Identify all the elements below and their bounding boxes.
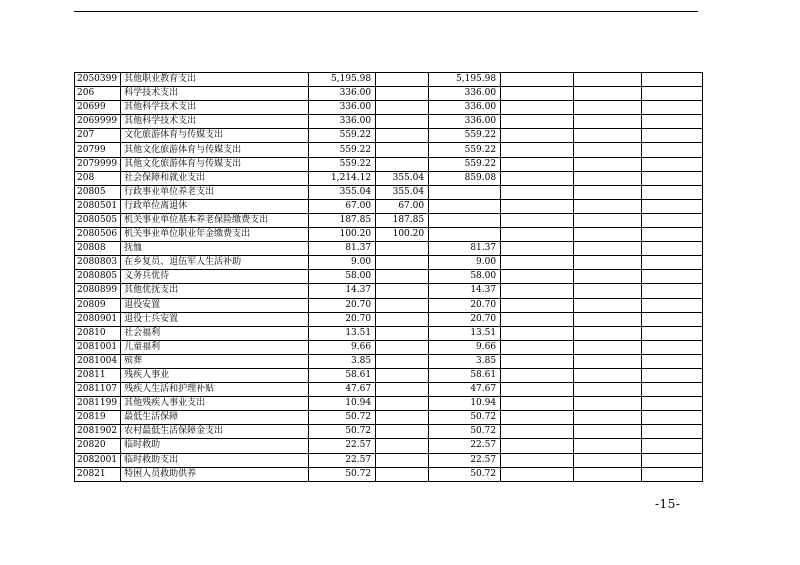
- cell-code: 2081199: [75, 397, 121, 411]
- cell-project: 336.00: [429, 101, 501, 115]
- table-row: [75, 228, 703, 242]
- table-row: [75, 312, 703, 326]
- cell-total: 559.22: [309, 143, 376, 157]
- table-row: [75, 298, 703, 312]
- cell-name: 残疾人事业: [121, 368, 309, 382]
- cell-total: 187.85: [309, 213, 376, 227]
- cell-empty: [574, 185, 642, 199]
- cell-total: 336.00: [309, 115, 376, 129]
- cell-project: 859.08: [429, 171, 501, 185]
- cell-empty: [642, 171, 703, 185]
- cell-empty: [574, 228, 642, 242]
- cell-project: 58.61: [429, 368, 501, 382]
- table-row: [75, 411, 703, 425]
- cell-basic: 100.20: [376, 228, 429, 242]
- cell-project: [429, 213, 501, 227]
- cell-code: 20811: [75, 368, 121, 382]
- cell-project: [429, 185, 501, 199]
- table-row: [75, 270, 703, 284]
- cell-project: 58.00: [429, 270, 501, 284]
- cell-basic: [376, 284, 429, 298]
- cell-empty: [642, 383, 703, 397]
- table-row: [75, 101, 703, 115]
- cell-code: 206: [75, 87, 121, 101]
- cell-basic: [376, 453, 429, 467]
- table-row: [75, 326, 703, 340]
- cell-basic: [376, 256, 429, 270]
- cell-name: 在乡复员、退伍军人生活补助: [121, 256, 309, 270]
- cell-empty: [501, 284, 574, 298]
- cell-name: 抚恤: [121, 242, 309, 256]
- cell-project: 50.72: [429, 467, 501, 481]
- cell-name: 义务兵优待: [121, 270, 309, 284]
- cell-total: 10.94: [309, 397, 376, 411]
- cell-code: 2080505: [75, 213, 121, 227]
- table-body: [75, 73, 703, 482]
- table-row: [75, 242, 703, 256]
- cell-basic: 187.85: [376, 213, 429, 227]
- cell-total: 13.51: [309, 326, 376, 340]
- cell-total: 50.72: [309, 411, 376, 425]
- cell-basic: [376, 270, 429, 284]
- table-row: [75, 73, 703, 87]
- cell-empty: [501, 439, 574, 453]
- cell-total: 100.20: [309, 228, 376, 242]
- table-row: [75, 157, 703, 171]
- cell-empty: [501, 101, 574, 115]
- cell-empty: [642, 73, 703, 87]
- cell-empty: [501, 242, 574, 256]
- cell-total: 58.00: [309, 270, 376, 284]
- cell-code: 2079999: [75, 157, 121, 171]
- cell-project: 20.70: [429, 298, 501, 312]
- cell-empty: [574, 171, 642, 185]
- cell-basic: 67.00: [376, 199, 429, 213]
- cell-code: 20820: [75, 439, 121, 453]
- cell-empty: [574, 284, 642, 298]
- table-row: [75, 199, 703, 213]
- table-row: [75, 185, 703, 199]
- cell-empty: [574, 73, 642, 87]
- cell-name: 临时救助支出: [121, 453, 309, 467]
- cell-total: 559.22: [309, 157, 376, 171]
- cell-total: 67.00: [309, 199, 376, 213]
- cell-name: 退役士兵安置: [121, 312, 309, 326]
- cell-name: 文化旅游体育与传媒支出: [121, 129, 309, 143]
- cell-empty: [574, 368, 642, 382]
- cell-name: 社会保障和就业支出: [121, 171, 309, 185]
- cell-total: 20.70: [309, 298, 376, 312]
- cell-empty: [642, 270, 703, 284]
- cell-empty: [642, 199, 703, 213]
- cell-code: 2081107: [75, 383, 121, 397]
- table-row: [75, 425, 703, 439]
- cell-total: 47.67: [309, 383, 376, 397]
- cell-empty: [574, 340, 642, 354]
- cell-empty: [574, 242, 642, 256]
- cell-empty: [574, 256, 642, 270]
- cell-code: 20799: [75, 143, 121, 157]
- cell-name: 特困人员救助供养: [121, 467, 309, 481]
- cell-code: 20819: [75, 411, 121, 425]
- cell-empty: [642, 101, 703, 115]
- cell-empty: [574, 115, 642, 129]
- cell-empty: [501, 199, 574, 213]
- table-row: [75, 354, 703, 368]
- cell-basic: [376, 87, 429, 101]
- cell-empty: [574, 298, 642, 312]
- cell-project: 5,195.98: [429, 73, 501, 87]
- cell-empty: [642, 453, 703, 467]
- cell-empty: [501, 213, 574, 227]
- cell-code: 2081001: [75, 340, 121, 354]
- cell-empty: [501, 115, 574, 129]
- cell-empty: [574, 312, 642, 326]
- cell-name: 社会福利: [121, 326, 309, 340]
- cell-project: 20.70: [429, 312, 501, 326]
- cell-total: 355.04: [309, 185, 376, 199]
- cell-name: 其他科学技术支出: [121, 115, 309, 129]
- cell-name: 其他优抚支出: [121, 284, 309, 298]
- cell-total: 336.00: [309, 87, 376, 101]
- cell-empty: [642, 312, 703, 326]
- cell-empty: [574, 425, 642, 439]
- cell-basic: [376, 242, 429, 256]
- cell-empty: [574, 411, 642, 425]
- cell-project: 50.72: [429, 411, 501, 425]
- cell-empty: [574, 326, 642, 340]
- cell-total: 58.61: [309, 368, 376, 382]
- cell-basic: [376, 143, 429, 157]
- table-row: [75, 256, 703, 270]
- cell-basic: [376, 312, 429, 326]
- cell-empty: [642, 467, 703, 481]
- cell-total: 336.00: [309, 101, 376, 115]
- cell-code: 2080501: [75, 199, 121, 213]
- cell-project: [429, 228, 501, 242]
- cell-code: 2069999: [75, 115, 121, 129]
- cell-empty: [642, 298, 703, 312]
- cell-basic: [376, 298, 429, 312]
- cell-empty: [574, 143, 642, 157]
- cell-project: 22.57: [429, 453, 501, 467]
- cell-empty: [501, 228, 574, 242]
- cell-name: 农村最低生活保障金支出: [121, 425, 309, 439]
- cell-name: 机关事业单位职业年金缴费支出: [121, 228, 309, 242]
- cell-empty: [574, 397, 642, 411]
- cell-empty: [642, 326, 703, 340]
- cell-empty: [501, 143, 574, 157]
- cell-empty: [501, 425, 574, 439]
- cell-empty: [501, 340, 574, 354]
- cell-empty: [642, 425, 703, 439]
- cell-project: 559.22: [429, 129, 501, 143]
- table-row: [75, 87, 703, 101]
- cell-empty: [642, 143, 703, 157]
- cell-empty: [501, 171, 574, 185]
- cell-code: 20809: [75, 298, 121, 312]
- table-row: [75, 284, 703, 298]
- cell-code: 2081004: [75, 354, 121, 368]
- cell-code: 2080901: [75, 312, 121, 326]
- cell-code: 2081902: [75, 425, 121, 439]
- cell-empty: [642, 439, 703, 453]
- cell-total: 81.37: [309, 242, 376, 256]
- cell-basic: [376, 411, 429, 425]
- cell-project: 81.37: [429, 242, 501, 256]
- cell-total: 9.66: [309, 340, 376, 354]
- cell-empty: [501, 73, 574, 87]
- cell-empty: [501, 411, 574, 425]
- cell-empty: [501, 397, 574, 411]
- cell-project: 10.94: [429, 397, 501, 411]
- page-number: -15-: [655, 497, 681, 511]
- cell-empty: [574, 129, 642, 143]
- cell-empty: [501, 256, 574, 270]
- cell-empty: [642, 157, 703, 171]
- cell-basic: [376, 101, 429, 115]
- table-row: [75, 213, 703, 227]
- cell-empty: [574, 439, 642, 453]
- cell-project: 3.85: [429, 354, 501, 368]
- cell-name: 其他残疾人事业支出: [121, 397, 309, 411]
- cell-code: 208: [75, 171, 121, 185]
- cell-basic: [376, 397, 429, 411]
- table-row: [75, 368, 703, 382]
- cell-empty: [574, 157, 642, 171]
- cell-code: 20699: [75, 101, 121, 115]
- table-row: [75, 143, 703, 157]
- cell-code: 20805: [75, 185, 121, 199]
- cell-empty: [501, 453, 574, 467]
- cell-empty: [501, 185, 574, 199]
- cell-basic: [376, 368, 429, 382]
- cell-empty: [501, 326, 574, 340]
- cell-project: 50.72: [429, 425, 501, 439]
- cell-name: 殡葬: [121, 354, 309, 368]
- cell-empty: [574, 467, 642, 481]
- cell-empty: [642, 368, 703, 382]
- cell-basic: 355.04: [376, 171, 429, 185]
- cell-code: 2080506: [75, 228, 121, 242]
- cell-name: 临时救助: [121, 439, 309, 453]
- cell-empty: [501, 87, 574, 101]
- table-row: [75, 383, 703, 397]
- cell-code: 2082001: [75, 453, 121, 467]
- cell-empty: [642, 397, 703, 411]
- cell-total: 559.22: [309, 129, 376, 143]
- table-row: [75, 171, 703, 185]
- cell-project: 559.22: [429, 143, 501, 157]
- cell-empty: [642, 242, 703, 256]
- cell-name: 退役安置: [121, 298, 309, 312]
- cell-empty: [574, 87, 642, 101]
- cell-project: [429, 199, 501, 213]
- cell-empty: [642, 213, 703, 227]
- cell-empty: [642, 411, 703, 425]
- cell-empty: [642, 284, 703, 298]
- table-row: [75, 439, 703, 453]
- table-row: [75, 129, 703, 143]
- cell-project: 336.00: [429, 87, 501, 101]
- cell-empty: [501, 383, 574, 397]
- cell-project: 9.66: [429, 340, 501, 354]
- cell-total: 3.85: [309, 354, 376, 368]
- cell-project: 13.51: [429, 326, 501, 340]
- cell-project: 559.22: [429, 157, 501, 171]
- cell-total: 50.72: [309, 467, 376, 481]
- cell-project: 336.00: [429, 115, 501, 129]
- cell-total: 5,195.98: [309, 73, 376, 87]
- cell-empty: [574, 354, 642, 368]
- cell-code: 2080803: [75, 256, 121, 270]
- cell-project: 47.67: [429, 383, 501, 397]
- cell-total: 9.00: [309, 256, 376, 270]
- cell-name: 最低生活保障: [121, 411, 309, 425]
- cell-empty: [642, 354, 703, 368]
- cell-project: 9.00: [429, 256, 501, 270]
- cell-name: 科学技术支出: [121, 87, 309, 101]
- cell-code: 20821: [75, 467, 121, 481]
- cell-empty: [642, 129, 703, 143]
- cell-basic: [376, 425, 429, 439]
- cell-total: 1,214.12: [309, 171, 376, 185]
- cell-basic: [376, 354, 429, 368]
- cell-basic: [376, 467, 429, 481]
- cell-empty: [501, 270, 574, 284]
- cell-basic: [376, 439, 429, 453]
- cell-total: 50.72: [309, 425, 376, 439]
- cell-empty: [574, 383, 642, 397]
- cell-basic: [376, 326, 429, 340]
- cell-code: 2050399: [75, 73, 121, 87]
- table-row: [75, 340, 703, 354]
- cell-empty: [574, 199, 642, 213]
- cell-basic: [376, 157, 429, 171]
- cell-empty: [501, 312, 574, 326]
- cell-code: 207: [75, 129, 121, 143]
- cell-code: 20810: [75, 326, 121, 340]
- cell-basic: [376, 383, 429, 397]
- cell-empty: [642, 256, 703, 270]
- cell-empty: [501, 129, 574, 143]
- cell-empty: [574, 101, 642, 115]
- cell-name: 残疾人生活和护理补贴: [121, 383, 309, 397]
- cell-code: 20808: [75, 242, 121, 256]
- cell-empty: [574, 213, 642, 227]
- cell-name: 其他文化旅游体育与传媒支出: [121, 143, 309, 157]
- table-row: [75, 397, 703, 411]
- cell-basic: 355.04: [376, 185, 429, 199]
- cell-total: 20.70: [309, 312, 376, 326]
- cell-name: 行政事业单位养老支出: [121, 185, 309, 199]
- table-row: [75, 453, 703, 467]
- cell-empty: [574, 270, 642, 284]
- cell-name: 其他文化旅游体育与传媒支出: [121, 157, 309, 171]
- cell-name: 其他职业教育支出: [121, 73, 309, 87]
- budget-table: [74, 72, 703, 482]
- cell-empty: [501, 157, 574, 171]
- table-row: [75, 467, 703, 481]
- table-row: [75, 115, 703, 129]
- header-rule: [74, 11, 698, 12]
- cell-code: 2080899: [75, 284, 121, 298]
- cell-name: 其他科学技术支出: [121, 101, 309, 115]
- cell-empty: [642, 115, 703, 129]
- cell-project: 22.57: [429, 439, 501, 453]
- cell-project: 14.37: [429, 284, 501, 298]
- cell-empty: [642, 228, 703, 242]
- cell-empty: [501, 298, 574, 312]
- cell-empty: [642, 340, 703, 354]
- cell-total: 14.37: [309, 284, 376, 298]
- cell-empty: [501, 368, 574, 382]
- cell-basic: [376, 73, 429, 87]
- cell-empty: [501, 467, 574, 481]
- cell-name: 行政单位离退休: [121, 199, 309, 213]
- cell-basic: [376, 115, 429, 129]
- cell-name: 儿童福利: [121, 340, 309, 354]
- cell-code: 2080805: [75, 270, 121, 284]
- cell-total: 22.57: [309, 453, 376, 467]
- cell-empty: [642, 87, 703, 101]
- cell-empty: [642, 185, 703, 199]
- cell-basic: [376, 129, 429, 143]
- cell-empty: [501, 354, 574, 368]
- cell-basic: [376, 340, 429, 354]
- cell-empty: [574, 453, 642, 467]
- cell-name: 机关事业单位基本养老保险缴费支出: [121, 213, 309, 227]
- cell-total: 22.57: [309, 439, 376, 453]
